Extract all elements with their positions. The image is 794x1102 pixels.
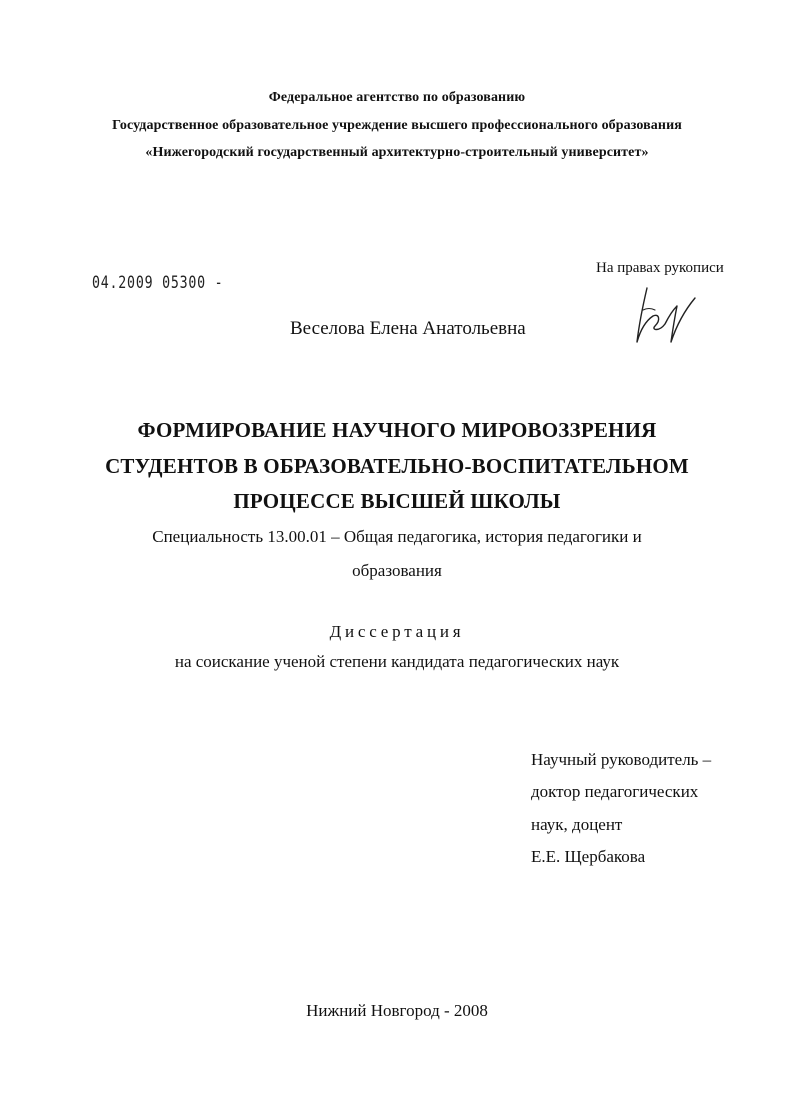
rights-note: На правах рукописи <box>596 260 724 276</box>
dissertation-type: Диссертация <box>329 622 465 641</box>
dissertation-title-line-2: СТУДЕНТОВ В ОБРАЗОВАТЕЛЬНО-ВОСПИТАТЕЛЬНОМ <box>105 454 689 478</box>
university-name: «Нижегородский государственный архитектурно-строительный университет» <box>145 145 649 160</box>
supervisor-degree: доктор педагогических <box>531 782 699 801</box>
degree-sought: на соискание ученой степени кандидата педагогических наук <box>174 652 620 671</box>
supervisor-name: Е.Е. Щербакова <box>531 847 646 866</box>
supervisor-title: наук, доцент <box>531 815 623 834</box>
supervisor-role: Научный руководитель – <box>531 750 712 769</box>
specialty-line-1: Специальность 13.00.01 – Общая педагогика, история педагогики и <box>152 527 642 546</box>
institution-type: Государственное образовательное учреждение высшего профессионального образования <box>112 118 682 133</box>
dissertation-title-line-3: ПРОЦЕССЕ ВЫСШЕЙ ШКОЛЫ <box>233 489 561 513</box>
specialty-line-2: образования <box>352 561 442 580</box>
city-year: Нижний Новгород - 2008 <box>306 1001 488 1020</box>
author-name: Веселова Елена Анатольевна <box>290 318 526 339</box>
agency-name: Федеральное агентство по образованию <box>268 90 526 105</box>
dissertation-title-line-1: ФОРМИРОВАНИЕ НАУЧНОГО МИРОВОЗЗРЕНИЯ <box>137 418 657 442</box>
handwritten-signature <box>625 280 705 350</box>
archive-number-stamp: 04.2009 05300 - <box>92 273 224 293</box>
